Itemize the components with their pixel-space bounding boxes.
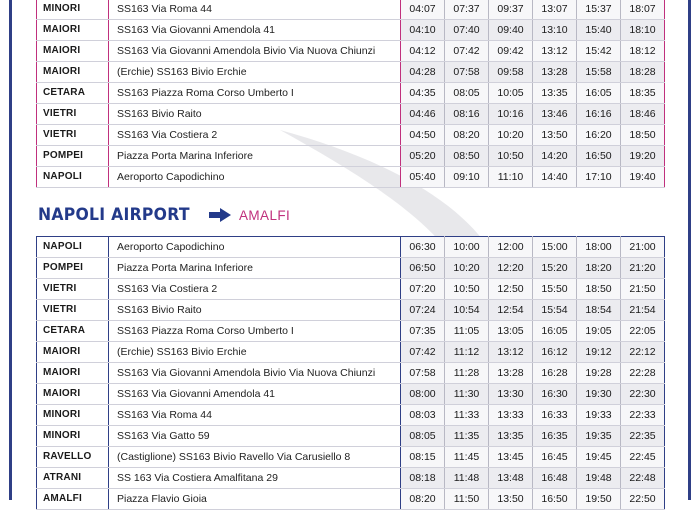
stop-cell: SS163 Via Roma 44 bbox=[109, 0, 401, 20]
departure-time-cell: 04:46 bbox=[401, 104, 445, 125]
table-row bbox=[37, 279, 665, 300]
departure-time-cell: 07:58 bbox=[445, 62, 489, 83]
stop-cell: SS163 Via Gatto 59 bbox=[109, 426, 401, 447]
departure-time-cell: 04:35 bbox=[401, 83, 445, 104]
town-cell: MAIORI bbox=[37, 384, 109, 405]
departure-time-cell: 13:50 bbox=[533, 125, 577, 146]
departure-time-cell: 16:12 bbox=[533, 342, 577, 363]
departure-time-cell: 12:00 bbox=[489, 237, 533, 258]
stop-cell: Piazza Flavio Gioia bbox=[109, 489, 401, 510]
table-row bbox=[37, 405, 665, 426]
table-row bbox=[37, 384, 665, 405]
departure-time-cell: 16:50 bbox=[533, 489, 577, 510]
departure-time-cell: 10:05 bbox=[489, 83, 533, 104]
table-row bbox=[37, 468, 665, 489]
departure-time-cell: 07:40 bbox=[445, 20, 489, 41]
departure-time-cell: 11:30 bbox=[445, 384, 489, 405]
departure-time-cell: 14:20 bbox=[533, 146, 577, 167]
departure-time-cell: 08:15 bbox=[401, 447, 445, 468]
departure-time-cell: 18:00 bbox=[577, 237, 621, 258]
page-frame-left bbox=[0, 0, 12, 500]
departure-time-cell: 16:05 bbox=[533, 321, 577, 342]
departure-time-cell: 22:48 bbox=[621, 468, 665, 489]
departure-time-cell: 21:50 bbox=[621, 279, 665, 300]
departure-time-cell: 21:20 bbox=[621, 258, 665, 279]
town-cell: MAIORI bbox=[37, 342, 109, 363]
departure-time-cell: 09:40 bbox=[489, 20, 533, 41]
departure-time-cell: 11:10 bbox=[489, 167, 533, 188]
departure-time-cell: 13:35 bbox=[533, 83, 577, 104]
table-row bbox=[37, 342, 665, 363]
departure-time-cell: 15:54 bbox=[533, 300, 577, 321]
departure-time-cell: 18:35 bbox=[621, 83, 665, 104]
town-cell: CETARA bbox=[37, 83, 109, 104]
departure-time-cell: 08:05 bbox=[445, 83, 489, 104]
table-row bbox=[37, 258, 665, 279]
departure-time-cell: 10:16 bbox=[489, 104, 533, 125]
departure-time-cell: 07:35 bbox=[401, 321, 445, 342]
departure-time-cell: 16:45 bbox=[533, 447, 577, 468]
departure-time-cell: 19:45 bbox=[577, 447, 621, 468]
departure-time-cell: 19:35 bbox=[577, 426, 621, 447]
stop-cell: SS163 Via Costiera 2 bbox=[109, 125, 401, 146]
departure-time-cell: 08:16 bbox=[445, 104, 489, 125]
departure-time-cell: 19:12 bbox=[577, 342, 621, 363]
departure-time-cell: 04:12 bbox=[401, 41, 445, 62]
departure-time-cell: 13:12 bbox=[489, 342, 533, 363]
departure-time-cell: 10:54 bbox=[445, 300, 489, 321]
departure-time-cell: 15:50 bbox=[533, 279, 577, 300]
town-cell: POMPEI bbox=[37, 258, 109, 279]
route-destination: AMALFI bbox=[238, 207, 291, 223]
departure-time-cell: 18:50 bbox=[577, 279, 621, 300]
departure-time-cell: 22:50 bbox=[621, 489, 665, 510]
departure-time-cell: 19:28 bbox=[577, 363, 621, 384]
departure-time-cell: 13:48 bbox=[489, 468, 533, 489]
departure-time-cell: 13:46 bbox=[533, 104, 577, 125]
stop-cell: Piazza Porta Marina Inferiore bbox=[109, 258, 401, 279]
departure-time-cell: 13:05 bbox=[489, 321, 533, 342]
timetable-bottom bbox=[36, 236, 665, 510]
town-cell: VIETRI bbox=[37, 300, 109, 321]
table-row bbox=[37, 237, 665, 258]
departure-time-cell: 11:12 bbox=[445, 342, 489, 363]
town-cell: POMPEI bbox=[37, 146, 109, 167]
departure-time-cell: 11:50 bbox=[445, 489, 489, 510]
stop-cell: SS163 Piazza Roma Corso Umberto I bbox=[109, 321, 401, 342]
departure-time-cell: 10:50 bbox=[445, 279, 489, 300]
departure-time-cell: 16:48 bbox=[533, 468, 577, 489]
departure-time-cell: 15:00 bbox=[533, 237, 577, 258]
departure-time-cell: 08:00 bbox=[401, 384, 445, 405]
stop-cell: SS163 Piazza Roma Corso Umberto I bbox=[109, 83, 401, 104]
departure-time-cell: 08:20 bbox=[445, 125, 489, 146]
departure-time-cell: 11:48 bbox=[445, 468, 489, 489]
table-row bbox=[37, 321, 665, 342]
arrow-right-icon bbox=[209, 208, 231, 222]
departure-time-cell: 10:20 bbox=[445, 258, 489, 279]
departure-time-cell: 09:58 bbox=[489, 62, 533, 83]
stop-cell: SS163 Bivio Raito bbox=[109, 300, 401, 321]
departure-time-cell: 07:42 bbox=[401, 342, 445, 363]
departure-time-cell: 19:40 bbox=[621, 167, 665, 188]
departure-time-cell: 12:20 bbox=[489, 258, 533, 279]
departure-time-cell: 13:07 bbox=[533, 0, 577, 20]
departure-time-cell: 10:00 bbox=[445, 237, 489, 258]
departure-time-cell: 22:30 bbox=[621, 384, 665, 405]
stop-cell: SS163 Via Giovanni Amendola Bivio Via Nuova Chiunzi bbox=[109, 363, 401, 384]
departure-time-cell: 11:05 bbox=[445, 321, 489, 342]
departure-time-cell: 15:58 bbox=[577, 62, 621, 83]
town-cell: NAPOLI bbox=[37, 237, 109, 258]
town-cell: VIETRI bbox=[37, 125, 109, 146]
departure-time-cell: 11:33 bbox=[445, 405, 489, 426]
stop-cell: SS163 Via Giovanni Amendola Bivio Via Nuova Chiunzi bbox=[109, 41, 401, 62]
timetable-top bbox=[36, 0, 665, 188]
table-row bbox=[37, 426, 665, 447]
page-frame-right bbox=[688, 0, 700, 500]
departure-time-cell: 18:07 bbox=[621, 0, 665, 20]
departure-time-cell: 10:50 bbox=[489, 146, 533, 167]
departure-time-cell: 09:37 bbox=[489, 0, 533, 20]
departure-time-cell: 18:50 bbox=[621, 125, 665, 146]
departure-time-cell: 16:20 bbox=[577, 125, 621, 146]
town-cell: AMALFI bbox=[37, 489, 109, 510]
stop-cell: (Erchie) SS163 Bivio Erchie bbox=[109, 62, 401, 83]
departure-time-cell: 11:45 bbox=[445, 447, 489, 468]
town-cell: VIETRI bbox=[37, 279, 109, 300]
departure-time-cell: 22:33 bbox=[621, 405, 665, 426]
departure-time-cell: 13:12 bbox=[533, 41, 577, 62]
town-cell: VIETRI bbox=[37, 104, 109, 125]
departure-time-cell: 18:10 bbox=[621, 20, 665, 41]
departure-time-cell: 16:05 bbox=[577, 83, 621, 104]
departure-time-cell: 13:50 bbox=[489, 489, 533, 510]
route-heading bbox=[38, 203, 290, 227]
table-row bbox=[37, 125, 665, 146]
table-row bbox=[37, 146, 665, 167]
departure-time-cell: 18:20 bbox=[577, 258, 621, 279]
table-row bbox=[37, 447, 665, 468]
town-cell: MINORI bbox=[37, 405, 109, 426]
departure-time-cell: 08:20 bbox=[401, 489, 445, 510]
departure-time-cell: 16:28 bbox=[533, 363, 577, 384]
town-cell: MAIORI bbox=[37, 62, 109, 83]
departure-time-cell: 09:42 bbox=[489, 41, 533, 62]
table-row bbox=[37, 83, 665, 104]
table-row bbox=[37, 62, 665, 83]
stop-cell: SS163 Via Costiera 2 bbox=[109, 279, 401, 300]
departure-time-cell: 05:40 bbox=[401, 167, 445, 188]
town-cell: MAIORI bbox=[37, 20, 109, 41]
departure-time-cell: 16:35 bbox=[533, 426, 577, 447]
departure-time-cell: 22:28 bbox=[621, 363, 665, 384]
departure-time-cell: 12:50 bbox=[489, 279, 533, 300]
departure-time-cell: 13:30 bbox=[489, 384, 533, 405]
departure-time-cell: 16:30 bbox=[533, 384, 577, 405]
table-row bbox=[37, 167, 665, 188]
stop-cell: Piazza Porta Marina Inferiore bbox=[109, 146, 401, 167]
departure-time-cell: 05:20 bbox=[401, 146, 445, 167]
departure-time-cell: 12:54 bbox=[489, 300, 533, 321]
town-cell: CETARA bbox=[37, 321, 109, 342]
departure-time-cell: 10:20 bbox=[489, 125, 533, 146]
stop-cell: SS163 Via Roma 44 bbox=[109, 405, 401, 426]
departure-time-cell: 13:45 bbox=[489, 447, 533, 468]
departure-time-cell: 11:35 bbox=[445, 426, 489, 447]
departure-time-cell: 04:50 bbox=[401, 125, 445, 146]
departure-time-cell: 04:07 bbox=[401, 0, 445, 20]
town-cell: ATRANI bbox=[37, 468, 109, 489]
table-row bbox=[37, 300, 665, 321]
departure-time-cell: 13:35 bbox=[489, 426, 533, 447]
departure-time-cell: 19:33 bbox=[577, 405, 621, 426]
stop-cell: Aeroporto Capodichino bbox=[109, 237, 401, 258]
departure-time-cell: 13:10 bbox=[533, 20, 577, 41]
departure-time-cell: 08:18 bbox=[401, 468, 445, 489]
table-row bbox=[37, 104, 665, 125]
town-cell: MAIORI bbox=[37, 363, 109, 384]
table-row bbox=[37, 489, 665, 510]
stop-cell: SS 163 Via Costiera Amalfitana 29 bbox=[109, 468, 401, 489]
stop-cell: (Castiglione) SS163 Bivio Ravello Via Carusiello 8 bbox=[109, 447, 401, 468]
departure-time-cell: 15:20 bbox=[533, 258, 577, 279]
departure-time-cell: 22:45 bbox=[621, 447, 665, 468]
departure-time-cell: 06:30 bbox=[401, 237, 445, 258]
table-row bbox=[37, 41, 665, 62]
departure-time-cell: 18:28 bbox=[621, 62, 665, 83]
table-row bbox=[37, 20, 665, 41]
departure-time-cell: 08:03 bbox=[401, 405, 445, 426]
departure-time-cell: 21:54 bbox=[621, 300, 665, 321]
departure-time-cell: 04:10 bbox=[401, 20, 445, 41]
stop-cell: SS163 Bivio Raito bbox=[109, 104, 401, 125]
town-cell: MINORI bbox=[37, 0, 109, 20]
departure-time-cell: 16:50 bbox=[577, 146, 621, 167]
departure-time-cell: 18:54 bbox=[577, 300, 621, 321]
stop-cell: SS163 Via Giovanni Amendola 41 bbox=[109, 20, 401, 41]
departure-time-cell: 18:12 bbox=[621, 41, 665, 62]
departure-time-cell: 21:00 bbox=[621, 237, 665, 258]
stop-cell: (Erchie) SS163 Bivio Erchie bbox=[109, 342, 401, 363]
departure-time-cell: 13:28 bbox=[533, 62, 577, 83]
departure-time-cell: 14:40 bbox=[533, 167, 577, 188]
departure-time-cell: 22:05 bbox=[621, 321, 665, 342]
departure-time-cell: 15:42 bbox=[577, 41, 621, 62]
departure-time-cell: 08:05 bbox=[401, 426, 445, 447]
departure-time-cell: 18:46 bbox=[621, 104, 665, 125]
departure-time-cell: 08:50 bbox=[445, 146, 489, 167]
route-origin: NAPOLI AIRPORT bbox=[38, 205, 190, 225]
departure-time-cell: 07:58 bbox=[401, 363, 445, 384]
stop-cell: Aeroporto Capodichino bbox=[109, 167, 401, 188]
departure-time-cell: 16:33 bbox=[533, 405, 577, 426]
town-cell: RAVELLO bbox=[37, 447, 109, 468]
departure-time-cell: 11:28 bbox=[445, 363, 489, 384]
stop-cell: SS163 Via Giovanni Amendola 41 bbox=[109, 384, 401, 405]
departure-time-cell: 19:50 bbox=[577, 489, 621, 510]
table-row bbox=[37, 0, 665, 20]
departure-time-cell: 15:40 bbox=[577, 20, 621, 41]
departure-time-cell: 15:37 bbox=[577, 0, 621, 20]
departure-time-cell: 16:16 bbox=[577, 104, 621, 125]
departure-time-cell: 19:30 bbox=[577, 384, 621, 405]
departure-time-cell: 19:20 bbox=[621, 146, 665, 167]
departure-time-cell: 22:12 bbox=[621, 342, 665, 363]
departure-time-cell: 19:05 bbox=[577, 321, 621, 342]
town-cell: MINORI bbox=[37, 426, 109, 447]
departure-time-cell: 04:28 bbox=[401, 62, 445, 83]
departure-time-cell: 13:28 bbox=[489, 363, 533, 384]
departure-time-cell: 07:37 bbox=[445, 0, 489, 20]
departure-time-cell: 22:35 bbox=[621, 426, 665, 447]
town-cell: NAPOLI bbox=[37, 167, 109, 188]
table-row bbox=[37, 363, 665, 384]
departure-time-cell: 07:20 bbox=[401, 279, 445, 300]
departure-time-cell: 07:24 bbox=[401, 300, 445, 321]
departure-time-cell: 06:50 bbox=[401, 258, 445, 279]
departure-time-cell: 17:10 bbox=[577, 167, 621, 188]
departure-time-cell: 09:10 bbox=[445, 167, 489, 188]
departure-time-cell: 07:42 bbox=[445, 41, 489, 62]
departure-time-cell: 13:33 bbox=[489, 405, 533, 426]
departure-time-cell: 19:48 bbox=[577, 468, 621, 489]
town-cell: MAIORI bbox=[37, 41, 109, 62]
